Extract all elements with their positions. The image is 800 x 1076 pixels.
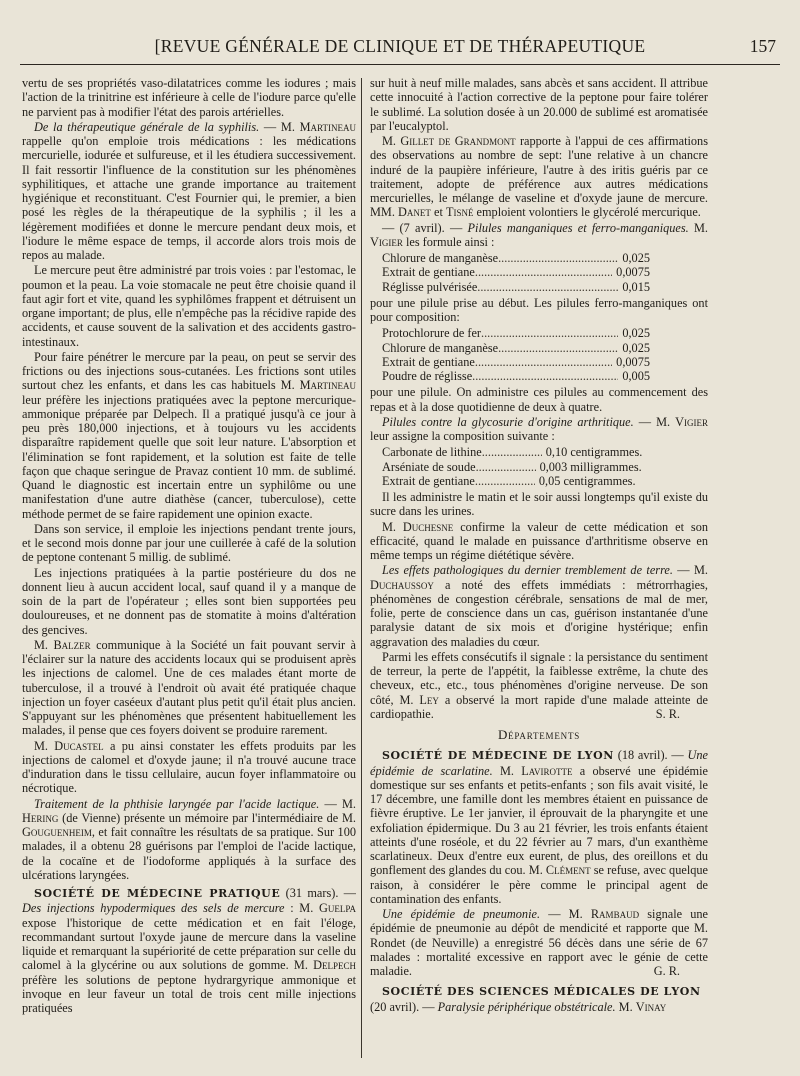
left-column: [22, 76, 356, 1060]
society-heading: SOCIÉTÉ DE MÉDECINE PRATIQUE: [34, 887, 281, 900]
ingredient-amount: 0,10 centigrammes.: [545, 445, 643, 460]
ingredient-name: Chlorure de manganèse: [382, 251, 499, 265]
ingredient-name: Extrait de gentiane: [382, 265, 475, 280]
paragraph: [370, 415, 708, 444]
prescription-row: [370, 265, 708, 279]
ingredient-amount: 0,015: [622, 279, 650, 294]
author-name: Guelpa: [318, 901, 356, 916]
prescription-row: [370, 474, 708, 488]
ingredient-amount: 0,025: [622, 251, 650, 265]
author-name: Hering: [22, 810, 59, 825]
dash: — M.: [319, 796, 356, 811]
paragraph-text: leur préfère les injections pratiquées avec la peptone mercurique-ammonique préparée par Delpech. Il a pratiqué jusqu'à ce jour à peu près 180,000 injections, et à toujours vu les accidents disparaître rapidement quelle que soit leur nature. L'absorption et l'élimination se font rapidement, et la solution est faite de telle façon que chaque seringue de Pravaz contient 10 mm. de sublimé. Quand le diagnostic est incertain entre un syphilôme ou une manifestation d'une autre diathèse (cancer, tuberculose), cette méthode permet de se faire rapidement une opinion exacte.: [22, 392, 356, 521]
author-name: Balzer: [53, 637, 91, 652]
article-title: Pilules manganiques et ferro-manganiques.: [467, 220, 689, 235]
ingredient-name: Poudre de réglisse: [382, 369, 473, 383]
paragraph-text: rapporte à l'appui de ces affirmations des observations au nombre de sept: l'une relative à un chancre induré de la paupière inférieure, l'autre à des iritis guéris par ce traitement, adopte de préférence aux autres médications mercurielles, le mélange de vaseline et d'oxyde jaune de mercure. MM.: [370, 134, 708, 220]
article-title: De la thérapeutique générale de la syphilis.: [34, 119, 260, 134]
author-name: Rambaud: [590, 907, 640, 921]
ingredient-name: Arséniate de soude: [382, 459, 476, 474]
paragraph: [22, 638, 356, 738]
paragraph: [22, 797, 356, 883]
dot-leader: [475, 355, 612, 369]
prescription-list: [370, 445, 708, 488]
paragraph-text: a observé une épidémie domestique sur ses enfants et petits-enfants ; son fils avait visité, le 17 décembre, une famille dont les membres étaient en puissance de fièvre éruptive. Le 1er janvier, il éprouvait de la pharyngite et une exfoliation épidermique. Du 3 au 21 février, les trois enfants étaient atteints d'une roséole, et du 22 février au 7 mars, d'un exanthème scarlatineux. Deux d'entre eux eurent, de plus, des oreillons et du gonflement des glandes du cou. M.: [370, 763, 708, 878]
paragraph: [370, 563, 708, 649]
author-name: Gillet de Grandmont: [400, 134, 516, 148]
ingredient-amount: 0,0075: [616, 354, 650, 369]
author-name: Martineau: [299, 378, 356, 393]
paragraph-text: expose l'historique de cette médication et en fait l'éloge, recommandant surtout l'oxyde jaune de mercure dans la vaseline liquide et remarquant la supériorité de cette préparation sur celle du calomel à la glycérine ou aux solutions de gomme. M.: [22, 915, 356, 973]
paragraph-text: M.: [492, 763, 522, 778]
author-name: Martineau: [299, 119, 356, 134]
ingredient-amount: 0,0075: [616, 265, 650, 280]
dot-leader: [477, 280, 618, 294]
author-name: Ducastel: [54, 738, 104, 753]
ingredient-amount: 0,025: [622, 326, 650, 341]
ingredient-name: Réglisse pulvérisée: [382, 279, 478, 294]
dot-leader: [472, 369, 618, 383]
article-title: Traitement de la phthisie laryngée par l'acide lactique.: [34, 796, 320, 811]
session-date: (20 avril). —: [370, 999, 438, 1014]
paragraph-text: et: [430, 205, 446, 220]
paragraph: [370, 984, 708, 1014]
paragraph-text: signale une épidémie de pneumonie au dépôt de mendicité et rapporte que M. Rondet (de Neuville) a enregistré 56 décès dans une série de 67 malades : mortalité excessive en rapport avec le génie de cette maladie.: [370, 907, 708, 978]
paragraph: [370, 650, 708, 721]
dot-leader: [482, 445, 542, 459]
ingredient-name: Extrait de gentiane: [382, 473, 475, 488]
author-name: Vigier: [370, 234, 403, 249]
ingredient-amount: 0,025: [622, 340, 650, 355]
paragraph-text: M.: [615, 999, 636, 1014]
paragraph: sur huit à neuf mille malades, sans abcès et sans accident. Il attribue cette innocuité à l'action corrective de la peptone pour faire tolérer le sublimé. La solution dosée à un 20.000 de sublimé est aromatisée par l'eucalyptol.: [370, 76, 708, 133]
paragraph: [22, 350, 356, 521]
dash: — M.: [633, 414, 676, 429]
author-name: Vigier: [675, 414, 708, 429]
prescription-row: [370, 355, 708, 369]
paragraph-text: les formule ainsi :: [402, 234, 495, 249]
paragraph-text: Pour faire pénétrer le mercure par la peau, on peut se servir des frictions ou des injections sous-cutanées. Les frictions sont utiles surtout chez les enfants, et dans les cas habituels M.: [22, 349, 356, 393]
session-date: (18 avril). —: [613, 748, 688, 763]
author-name: Duchaussoy: [370, 577, 434, 592]
paragraph-text: M.: [688, 220, 708, 235]
paragraph-text: M.: [34, 738, 55, 753]
header-rule: [20, 64, 780, 65]
dash: — M.: [540, 907, 591, 921]
paragraph-text: , et fait connaître les résultats de sa pratique. Sur 100 malades, il a obtenu 28 guérisons par l'emploi de l'acide lactique, de la cocaïne et de l'iodoforme appliqués à la surface des ulcérations laryngées.: [22, 825, 356, 882]
article-title: Paralysie périphérique obstétricale.: [437, 999, 616, 1014]
column-divider: [361, 78, 362, 1058]
dash: — M.: [259, 119, 300, 134]
ingredient-name: Chlorure de manganèse: [382, 340, 499, 355]
paragraph: [370, 221, 708, 250]
paragraph-text: a noté des effets immédiats : métrorrhagies, phénomènes de congestion cérébrale, sensations de mal de mer, folie, perte de conscience dans un cas, guérison instantanée d'une paralysie datant de six mois et d'origine hystérique; enfin aggravation des maladies du cœur.: [370, 577, 708, 649]
paragraph-text: se refuse, avec quelque raison, à considérer le père comme le principal agent de contamination des enfants.: [370, 863, 708, 906]
paragraph: [370, 748, 708, 906]
prescription-row: [370, 369, 708, 383]
paragraph: vertu de ses propriétés vaso-dilatatrices comme les iodures ; mais l'action de la trinitrine est inférieure à celle de l'iodure parce qu'elle ne parvient pas à modifier l'état des parois artérielles.: [22, 76, 356, 119]
signature-initials: S. R.: [655, 706, 680, 721]
paragraph: pour une pilule. On administre ces pilules au commencement des repas et à la dose quotidienne de deux à quatre.: [370, 385, 708, 414]
paragraph: Dans son service, il emploie les injections pendant trente jours, et le second mois donne par jour une cuillerée à café de la solution de peptone contenant 5 millig. de sublimé.: [22, 521, 356, 565]
paragraph: [370, 520, 708, 563]
dash: — M.: [672, 563, 708, 578]
prescription-row: [370, 460, 708, 474]
ingredient-name: Protochlorure de fer: [382, 326, 482, 341]
ingredient-name: Carbonate de lithine: [382, 445, 482, 460]
paragraph-text: leur assigne la composition suivante :: [370, 429, 555, 443]
dot-leader: [481, 326, 618, 340]
prescription-row: [370, 326, 708, 340]
society-heading: SOCIÉTÉ DE MÉDECINE DE LYON: [382, 749, 614, 763]
paragraph-text: M.: [382, 519, 403, 534]
session-date: (31 mars). —: [280, 886, 356, 900]
author-name: Delpech: [313, 958, 356, 973]
author-name: Gouguenheim: [22, 825, 92, 839]
author-name: Duchesne: [402, 519, 454, 534]
paragraph: Le mercure peut être administré par trois voies : par l'estomac, le poumon et la peau. La voie stomacale ne peut être choisie quand il faut agir fort et vite, quand les syphilômes frappent et détruisent un organe important; de plus, elle n'empêche pas la récidive rapide des accidents, et cause souvent de la salivation et des accidents gastro-intestinaux.: [22, 263, 356, 349]
prescription-list: [370, 326, 708, 383]
ingredient-amount: 0,005: [622, 369, 650, 383]
paragraph: [22, 886, 356, 1015]
ingredient-amount: 0,003 milligrammes.: [539, 459, 642, 474]
dash: : M.: [284, 901, 319, 916]
page-number: 157: [749, 36, 776, 56]
paragraph: Il les administre le matin et le soir aussi longtemps qu'il existe du sucre dans les urines.: [370, 490, 708, 519]
prescription-row: [370, 445, 708, 459]
paragraph-text: confirme la valeur de cette médication et son efficacité, quand le malade en puissance d'arthritisme observe en même temps un régime diététique sévère.: [370, 519, 708, 562]
article-title: Les effets pathologiques du dernier tremblement de terre.: [382, 563, 673, 578]
paragraph-text: communique à la Société un fait pouvant servir à l'éclairer sur la nature des accidents locaux qui se produisent après les injections de calomel. Une de ces malades étant morte de tuberculose, il a trouvé à l'endroit où avait été pratiquée chaque injection un foyer caséeux d'autant plus petit qu'il était plus ancien. S'appuyant sur les phénomènes que présentent habituellement les malades, il pense que ces foyers doivent se produire rarement.: [22, 637, 356, 738]
article-title: Des injections hypodermiques des sels de mercure: [22, 901, 285, 916]
author-name: Ley: [419, 692, 439, 707]
article-title: Une épidémie de scarlatine.: [370, 748, 708, 778]
dot-leader: [475, 265, 612, 279]
paragraph: pour une pilule prise au début. Les pilules ferro-manganiques ont pour composition:: [370, 295, 708, 324]
prescription-row: [370, 280, 708, 294]
dot-leader: [475, 474, 535, 488]
paragraph: [22, 739, 356, 796]
author-name: Vinay: [635, 999, 667, 1014]
author-name: Tisné: [445, 205, 474, 220]
session-date: — (7 avril). —: [382, 220, 468, 235]
society-heading: SOCIÉTÉ DES SCIENCES MÉDICALES DE LYON: [382, 985, 701, 999]
paragraph-text: M.: [34, 637, 54, 652]
paragraph: [370, 134, 708, 220]
author-name: Lavirotte: [521, 763, 573, 778]
section-heading: Départements: [497, 727, 581, 742]
paragraph: [22, 120, 356, 263]
dot-leader: [498, 251, 618, 265]
paragraph: Les injections pratiquées à la partie postérieure du dos ne donnent lieu à aucun accident local, sauf quand il y a manque de soin de la part de l'opérateur ; elles sont bien supportées peu douloureuses, et ne donnent pas de stomatite à moins d'altération des gencives.: [22, 565, 356, 637]
author-name: Danet: [398, 205, 431, 220]
running-header: [20, 36, 780, 66]
paragraph-text: a pu ainsi constater les effets produits par les injections de calomel et d'oxyde jaune; il n'a trouvé aucune trace d'induration dans le tissu cellulaire, aucun foyer inflammatoire ou nécrotique.: [22, 738, 356, 796]
prescription-row: [370, 341, 708, 355]
paragraph-text: préfère les solutions de peptone hydrargyrique ammonique et invoque en leur faveur un total de trois cent mille injections pratiquées: [22, 972, 356, 1015]
article-title: Une épidémie de pneumonie.: [382, 907, 541, 921]
prescription-row: [370, 251, 708, 265]
signature-initials: G. R.: [653, 964, 680, 978]
article-title: Pilules contre la glycosurie d'origine arthritique.: [382, 414, 634, 429]
paragraph-text: Parmi les effets consécutifs il signale : la persistance du sentiment de terreur, la perte de l'appétit, la faiblesse extrême, la chute des cheveux, etc., etc., tous phénomènes d'origine nerveuse. De son côté, M.: [370, 649, 708, 707]
paragraph-text: (de Vienne) présente un mémoire par l'intermédiaire de M.: [58, 810, 356, 825]
paragraph-text: emploient volontiers le glycérolé mercurique.: [473, 205, 701, 220]
journal-title: [REVUE GÉNÉRALE DE CLINIQUE ET DE THÉRAPEUTIQUE: [154, 36, 646, 56]
paragraph-text: M.: [382, 134, 401, 148]
paragraph: [370, 907, 708, 978]
paragraph-text: a observé la mort rapide d'une malade atteinte de cardiopathie.: [370, 692, 708, 721]
dot-leader: [476, 460, 536, 474]
author-name: Clément: [545, 863, 591, 878]
dot-leader: [498, 341, 618, 355]
right-column: [370, 76, 708, 1060]
prescription-list: [370, 251, 708, 294]
ingredient-name: Extrait de gentiane: [382, 354, 475, 369]
paragraph-text: rappelle qu'on emploie trois médications : les médications mercurielle, iodurée et sulfureuse, et il les étudiera successivement. Il fait ressortir l'influence de la constitution sur les phénomènes syphilitiques, et attache une grande importance au traitement hygiénique et reconstituant. C'est Fournier qui, le premier, a bien posé les règles de la thérapeutique de la syphilis ; il les a légèrement modifiées et donne le mercure pendant deux mois, et l'iodure le même espace de temps, il accorde alors trois mois de repos au malade.: [22, 134, 356, 262]
ingredient-amount: 0,05 centigrammes.: [538, 473, 636, 488]
